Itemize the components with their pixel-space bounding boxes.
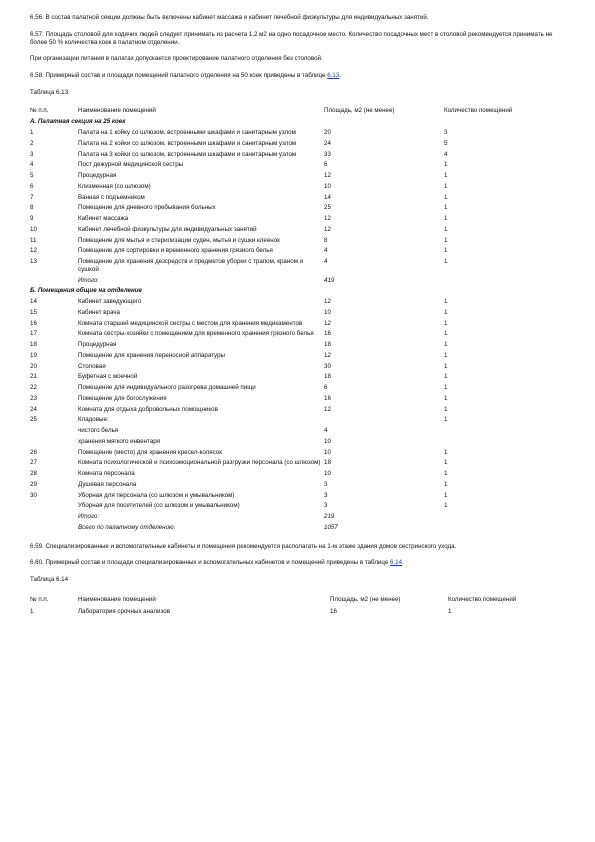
table-row	[30, 341, 568, 352]
cell-number	[30, 502, 78, 513]
cell-name: Кабинет заведующего	[78, 298, 142, 305]
cell-area: 12	[324, 225, 331, 233]
cell-number: 12	[30, 247, 37, 255]
table-header-row	[30, 596, 568, 608]
cell-name: Кладовые:	[78, 416, 109, 424]
cell-area: 20	[324, 129, 331, 136]
cell-number: 14	[30, 298, 37, 305]
paragraph-6-60-text: 6.60. Примерный состав и площади специализированных и вспомогательных кабинетов и помещений приведены в таблице	[30, 559, 391, 567]
cell-name: Помещение (место) для хранения кресел-колясок	[78, 448, 222, 456]
table-row	[30, 470, 568, 481]
cell-count: 1	[444, 384, 448, 391]
cell-number: 30	[30, 491, 37, 499]
cell-area: 25	[324, 204, 331, 212]
cell-area: 3	[324, 480, 328, 488]
cell-name: Кабинет массажа	[78, 215, 129, 222]
cell-count: 1	[444, 182, 448, 190]
table-row	[30, 406, 568, 417]
table-6-14	[30, 596, 568, 619]
cell-empty	[30, 513, 78, 524]
cell-name: Комната психологической и психоэмоциональной разгрузки персонала (со шлюзом)	[78, 459, 321, 467]
cell-area: 12	[324, 405, 331, 413]
cell-area: 16	[330, 607, 337, 615]
subtotal-b	[30, 513, 568, 524]
cell-number: 3	[30, 150, 34, 158]
cell-area: 10	[324, 470, 331, 477]
cell-number: 8	[30, 204, 34, 212]
table-row	[30, 247, 568, 258]
table-row	[30, 151, 568, 162]
cell-area: 10	[324, 308, 331, 316]
cell-area: 33	[324, 150, 331, 158]
paragraph-6-56: 6.56. В состав палатной секции должны быть включены кабинет массажа и кабинет лечебной физкультуры для индивидуальных занятий.	[30, 14, 429, 21]
paragraph-6-59: 6.59. Специализированные и вспомогательные кабинеты и помещения рекомендуется располагать на 1-м этаже здания домов сестринского ухода.	[30, 542, 457, 550]
cell-count: 1	[444, 416, 448, 424]
cell-name: Палата на 2 койки со шлюзом, встроенными шкафами и санитарным узлом	[78, 139, 297, 147]
cell-number: 24	[30, 405, 37, 413]
cell-area: 12	[324, 319, 331, 327]
cell-name: Комната для отдыха добровольных помощников	[78, 405, 218, 413]
paragraph-6-60-end: .	[402, 559, 404, 567]
cell-area: 4	[324, 247, 328, 255]
cell-name: Столовая	[78, 362, 106, 370]
table-row	[30, 363, 568, 374]
table-6-13	[30, 107, 568, 535]
cell-count: 1	[444, 373, 448, 381]
cell-name: Палата на 3 койки со шлюзом, встроенными шкафами и санитарным узлом	[78, 150, 297, 158]
table-6-14-link[interactable]: 6.14	[390, 559, 403, 567]
table-row	[30, 172, 568, 183]
table-row	[30, 373, 568, 384]
table-row	[30, 384, 568, 395]
cell-area: 10	[324, 182, 331, 190]
cell-area: 18	[324, 459, 331, 467]
cell-name: Помещение для мытья и стерилизации суден, мытья и сушки клеенок	[78, 236, 280, 244]
cell-number	[30, 438, 78, 449]
subtotal-b-value: 219	[324, 513, 335, 520]
cell-count: 4	[444, 150, 448, 158]
cell-count	[444, 427, 568, 438]
table-row	[30, 449, 568, 460]
cell-name: Кабинет врача	[78, 308, 120, 316]
table-6-13-caption: Таблица 6.13	[30, 88, 69, 96]
table-row	[30, 416, 568, 427]
header-number: № п.п.	[30, 595, 49, 603]
table-row	[30, 502, 568, 513]
paragraph-6-58	[30, 72, 568, 80]
cell-name: Помещение для хранения переносной аппаратуры	[78, 351, 225, 359]
cell-area: 12	[324, 172, 331, 179]
cell-area: 10	[324, 437, 331, 445]
cell-number: 23	[30, 394, 37, 402]
cell-count: 1	[444, 470, 448, 477]
cell-area: 18	[324, 373, 331, 381]
section-a-heading-label: А. Палатная секция на 25 коек	[30, 118, 126, 126]
cell-count: 1	[444, 298, 448, 305]
grand-total-value: 1057	[324, 523, 338, 531]
cell-number: 17	[30, 330, 37, 338]
cell-name: Помещение для сортировки и временного хранения грязного белья	[78, 247, 273, 255]
cell-number: 28	[30, 470, 37, 477]
cell-area: 4	[324, 427, 328, 434]
cell-name: Комната сестры-хозяйки с помещением для временного хранения грязного белья	[78, 330, 314, 338]
cell-name: Палата на 1 койку со шлюзом, встроенными шкафами и санитарным узлом	[78, 129, 296, 136]
cell-count: 1	[444, 459, 448, 467]
cell-number: 16	[30, 319, 37, 327]
cell-area: 18	[324, 341, 331, 348]
header-number: № п.п.	[30, 106, 49, 114]
table-row	[30, 427, 568, 438]
cell-empty	[30, 524, 78, 535]
cell-area: 16	[324, 330, 331, 338]
cell-count	[444, 438, 568, 449]
cell-area: 12	[324, 215, 331, 222]
table-row	[30, 320, 568, 331]
table-row	[30, 226, 568, 237]
cell-name: Процедурная	[78, 172, 117, 179]
table-row	[30, 352, 568, 363]
cell-count: 1	[444, 193, 448, 201]
cell-count: 1	[444, 330, 448, 338]
table-row	[30, 459, 568, 470]
cell-area: 12	[324, 298, 331, 305]
cell-count: 1	[448, 607, 452, 615]
cell-number: 13	[30, 258, 37, 265]
table-row	[30, 492, 568, 503]
grand-total	[30, 524, 568, 535]
cell-area: 30	[324, 362, 331, 370]
table-row	[30, 481, 568, 492]
table-6-14-caption: Таблица 6.14	[30, 576, 69, 583]
table-row	[30, 215, 568, 226]
cell-count: 1	[444, 319, 448, 327]
cell-name: Помещение для хранения дезсредств и предметов уборки с трапом, краном и сушкой	[78, 258, 304, 273]
cell-name: Уборная для персонала (со шлюзом и умывальником)	[78, 491, 235, 499]
cell-name: Душевая персонала	[78, 480, 137, 488]
paragraph-6-58-end: .	[339, 72, 341, 79]
cell-area: 8	[324, 236, 328, 244]
cell-count: 1	[444, 204, 448, 212]
table-row	[30, 258, 568, 277]
table-row	[30, 194, 568, 205]
cell-area: 6	[324, 161, 328, 169]
cell-number: 21	[30, 373, 37, 381]
cell-area: 10	[324, 448, 331, 456]
cell-name: Уборная для посетителей (со шлюзом и умывальником)	[78, 502, 240, 510]
paragraph-6-57: 6.57. Площадь столовой для ходячих людей следует принимать из расчета 1,2 м2 на одно посадочное место. Количество посадочных мест в столовой рекомендуется принимать не более 50 % количества коек в палатном отделении.	[30, 30, 553, 46]
table-row	[30, 204, 568, 215]
cell-name: Ванная с подъемником	[78, 193, 145, 201]
cell-area: 12	[324, 351, 331, 359]
cell-empty	[30, 277, 78, 288]
header-area: Площадь, м2 (не менее)	[330, 595, 401, 603]
cell-area: 16	[324, 394, 331, 402]
cell-number: 1	[30, 607, 34, 615]
table-row	[30, 309, 568, 320]
cell-count: 1	[444, 502, 448, 510]
cell-name: Буфетная с моечной	[78, 373, 138, 381]
cell-empty	[444, 524, 568, 535]
cell-area: 6	[324, 384, 328, 391]
table-row	[30, 140, 568, 151]
cell-area: 3	[324, 502, 328, 510]
cell-count: 1	[444, 491, 448, 499]
table-row	[30, 438, 568, 449]
cell-count: 1	[444, 448, 448, 456]
cell-number: 4	[30, 161, 34, 169]
cell-number: 22	[30, 384, 37, 391]
cell-count: 1	[444, 362, 448, 370]
paragraph-6-58-text: 6.58. Примерный состав и площади помещений палатного отделения на 50 коек приведены в таблице	[30, 72, 328, 79]
cell-name: Лаборатория срочных анализов	[78, 607, 171, 615]
section-a-heading	[30, 118, 568, 129]
header-area: Площадь, м2 (не менее)	[324, 106, 395, 114]
paragraph-note: При организации питания в палатах допускается проектирование палатного отделения без столовой.	[30, 55, 323, 63]
cell-area	[324, 416, 444, 427]
subtotal-a-label: Итого:	[78, 276, 100, 284]
paragraph-6-60	[30, 559, 568, 567]
cell-number: 26	[30, 448, 37, 456]
table-row	[30, 395, 568, 406]
cell-number: 15	[30, 308, 37, 316]
cell-name: Клизменная (со шлюзом)	[78, 182, 151, 190]
cell-count: 1	[444, 308, 448, 316]
table-row	[30, 161, 568, 172]
table-row	[30, 129, 568, 140]
table-row	[30, 237, 568, 248]
cell-name: Комната старшей медицинской сестры с местом для хранения медикаментов	[78, 319, 303, 327]
cell-number: 18	[30, 341, 37, 348]
cell-count: 1	[444, 394, 448, 402]
grand-total-label: Всего по палатному отделению:	[78, 523, 176, 531]
cell-count: 1	[444, 172, 448, 179]
header-name: Наименование помещений	[78, 595, 156, 603]
cell-name: хранения мягкого инвентаря	[78, 437, 161, 445]
cell-count: 3	[444, 129, 448, 136]
cell-name: Кабинет лечебной физкультуры для индивидуальных занятий	[78, 225, 257, 233]
cell-name: Комната персонала	[78, 470, 135, 477]
cell-count: 1	[444, 341, 448, 348]
table-row	[30, 330, 568, 341]
cell-empty	[444, 277, 568, 288]
cell-name: Процедурная	[78, 341, 117, 348]
cell-count: 1	[444, 258, 448, 265]
cell-number: 27	[30, 459, 37, 467]
cell-count: 1	[444, 236, 448, 244]
section-b-heading	[30, 287, 568, 298]
cell-count: 1	[444, 247, 448, 255]
cell-area: 24	[324, 139, 331, 147]
cell-number: 2	[30, 139, 34, 147]
subtotal-a	[30, 277, 568, 288]
cell-number: 10	[30, 225, 37, 233]
cell-name: Помещение для богослужения	[78, 394, 167, 402]
table-row	[30, 608, 568, 619]
table-header-row	[30, 107, 568, 119]
cell-name: Помещение для дневного пребывания больных	[78, 204, 216, 212]
cell-number: 9	[30, 215, 34, 222]
cell-number: 5	[30, 172, 34, 179]
cell-area: 14	[324, 193, 331, 201]
cell-number: 11	[30, 236, 37, 244]
header-count: Количество помещений	[444, 106, 513, 114]
cell-count: 1	[444, 405, 448, 413]
cell-number: 7	[30, 193, 34, 201]
cell-area: 3	[324, 491, 328, 499]
table-row	[30, 183, 568, 194]
subtotal-a-value: 419	[324, 276, 335, 284]
header-count: Количество помещений	[448, 595, 517, 603]
cell-area: 4	[324, 258, 328, 265]
cell-count: 1	[444, 351, 448, 359]
cell-count: 5	[444, 139, 448, 147]
cell-number: 25	[30, 416, 37, 424]
subtotal-b-label: Итого:	[78, 513, 100, 520]
cell-count: 1	[444, 480, 448, 488]
cell-number: 19	[30, 351, 37, 359]
cell-name: Помещение для индивидуального разогрева домашней пищи	[78, 384, 256, 391]
cell-number: 6	[30, 182, 34, 190]
cell-count: 1	[444, 225, 448, 233]
table-6-13-link[interactable]: 6.13	[327, 72, 340, 79]
cell-number: 1	[30, 129, 34, 136]
cell-count: 1	[444, 215, 448, 222]
cell-empty	[444, 513, 568, 524]
header-name: Наименование помещений	[78, 106, 156, 114]
cell-number: 20	[30, 362, 37, 370]
cell-name: чистого белья	[78, 427, 119, 434]
table-row	[30, 298, 568, 309]
cell-count: 1	[444, 161, 448, 169]
cell-number: 29	[30, 480, 37, 488]
cell-name: Пост дежурной медицинской сестры	[78, 161, 184, 169]
document-page	[30, 14, 568, 618]
cell-number	[30, 427, 78, 438]
section-b-heading-label: Б. Помещения общие на отделение	[30, 287, 142, 295]
